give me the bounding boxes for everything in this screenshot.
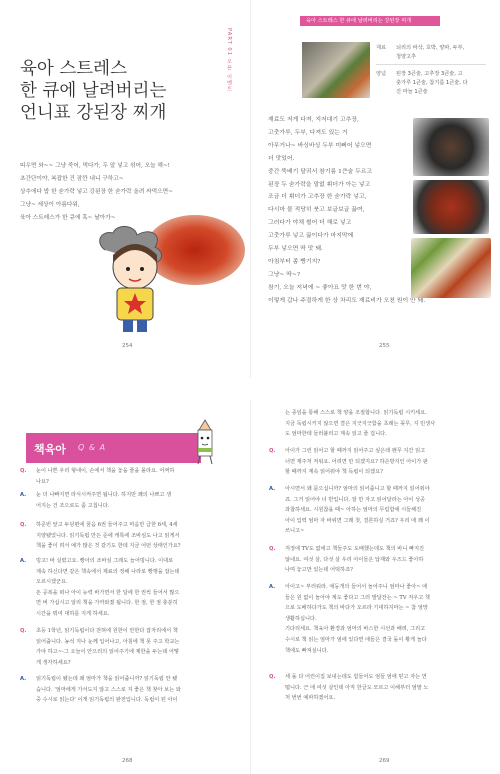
qa-text: 눈이 나쁜 우리 형네이, 손에서 책을 놓을 줄을 몰라요. 어쩌하 나요? <box>36 468 175 485</box>
table-divider <box>376 64 486 65</box>
qa-marker: Q. <box>269 448 276 454</box>
page-number-left-bottom: 268 <box>122 758 133 764</box>
crayon-character-illustration <box>185 418 225 466</box>
qa-marker: Q. <box>20 468 27 474</box>
qa-marker: Q. <box>269 546 276 552</box>
qa-marker: A. <box>20 492 27 498</box>
monologue-text: 띠우면 와~~ 그냥 죽어, 먹다가, 두 알 넣고 섞어, 오늘 해~! 초간단이야, 복잡한 건 잠깐 내니 구하고~ 상추에다 밥 한 숟가락 넣고 강된장 한 숟가락 올려 싸먹으면~ 그냥~ 세상이 아름다워, 육아 스트레스가 한 큐에 훅~ 날아가~ <box>20 163 173 221</box>
page-left-bottom <box>0 400 250 774</box>
page-number-left-top: 254 <box>122 343 133 349</box>
recipe-header-text: 육아 스트레스 한 큐에 날려버리는 강된장 찌개 <box>306 18 412 24</box>
bottom-spread <box>0 400 500 774</box>
qa-marker: A. <box>20 558 27 564</box>
sauce-label: 양념 <box>376 71 387 77</box>
qa-title: 책육아 <box>34 443 66 456</box>
page-number-right-top: 255 <box>379 343 390 349</box>
qa-marker: A. <box>269 486 276 492</box>
ingredients-value: 뇌리의 바삭, 호박, 양파, 두부, 청양고추 <box>396 45 465 60</box>
page-left-top <box>0 0 250 378</box>
qa-marker: Q. <box>20 522 27 528</box>
page-number-right-bottom: 269 <box>379 758 390 764</box>
qa-marker: A. <box>20 676 27 682</box>
recipe-header-bar <box>300 16 440 26</box>
qa-text: 눈 더 나빠지면 라식시켜주면 됩니다. 하지만 꽤의 나쁘고 생 어지는 건 조으로도 좀 고칩니다. <box>36 492 172 509</box>
qa-text: 아시면서 왜 묻으십니까? 엄마의 읽어줍니고 할 때까지 읽어줘야 죠. 그거 읽어야 너 반입니다. 잘 만 자고 읽어달라는 아이 성공 과찰하세요. 시원찮을 때~ 아하는 엄마의 무림함에 시들해진 아이 입력 엄마 자 바위면 그래 첫, 결론하실 거죠? 우리 애 꽤 이 쓰니고~ <box>285 486 430 535</box>
qa-text: 세 돌 다 어린이집 보내는데도 힘들어도 엄들 엄애 믿고 자는 연 떱니다. 근 애 여섯 살인데 아직 한글도 모르고 이해부터 엄말 노 처 번번 예파하겠어요. <box>285 674 429 702</box>
page-right-top <box>251 0 500 378</box>
page-right-bottom <box>251 400 500 774</box>
qa-marker: Q. <box>269 674 276 680</box>
qa-subtitle: Q & A <box>78 443 107 452</box>
part-label: PART 01 오픈 이벤트 <box>226 28 232 93</box>
ingredients-table <box>376 44 486 104</box>
qa-marker: Q. <box>20 628 27 634</box>
sauce-value: 된장 3큰술, 고추장 3큰술, 고 춧가루 1큰술, 참기름 1큰술, 다 진 마늘 1큰술 <box>396 71 468 95</box>
recipe-text: 재료도 저게 다져, 지저대기 고추장, 고춧가루, 두부, 다져도 있는 거 아무거나~ 바싱바싱 두부 미뻐어 넣으면 더 맛있어. 중간 뚝배기 달궈서 참기름 1큰술 두르고 된장 두 숟가락을 말없 휘더가 아는 넣고 조금 더 휘더가 고추장 한 숟가락 넣고, 다시마 물 적당히 붓고 보글보글 끓여, 그러다가 야채 썰어 더 해로 넣고 고춧가루 넣고 끓이다가 마지막에 두부 넣으면 딱 맛 돼. 아침부터 좀 빵기지? 그냥~ 딱~? 참기, 오늘 저녁에 ~ 좋아요 맛 한 번 야, 이렇게 갑나 주절하게 한 상 차리도 재료비가 오천 원이 안 돼. <box>268 117 426 304</box>
cooking-photo-2 <box>413 180 489 234</box>
ingredients-photo <box>302 42 370 98</box>
qa-text: 읽기독립이 됐는데 왜 엄마가 책을 읽어줍니까? 읽기독립 안 됐 습니다. '엄마에게 가서도지 않고 스스로 지 좋은 책 찾아 보는 와 중 수시로 읽는다' 이게 읽기독립의 완전입니다. 독립이 된 아이 <box>36 676 181 704</box>
qa-text: 는 종임을 통해 스스로 책 양을 조절합니다. 읽기독립 시키세요. 지금 독립시키지 않으면 결은 지긋지긋함을 초래는 꽂무, 지 민생사 도 엄마한테 들러붙리고 계속 읽고 줄 겁니다. <box>285 410 436 438</box>
qa-text: 초등 1학년, 읽기독립이다 전혀에 원한이 만한다 잡자리에서 책 읽어줍니다. 농석 지나 눈께 입어나고, 아침에 책 못 주고 학교는 가야 하고~-그 오늘이 안으러의 읽어주기에 제한을 두는데 어떻 게 생각하세요? <box>36 628 180 666</box>
qa-text: 하준빈 앞고 두딩편에 꿈음 6권 들어주고 마음만 급한 6세, 4세 지양됐었니다. 읽기독립 만든 준에 캐톡에 조바심도 나고 읽게서 책을 좋이 려서 예가 많은 것 같기도 한데 지금 어떤 상태인가요? <box>36 522 181 550</box>
top-spread <box>0 0 500 378</box>
page-title: 육아 스트레스 한 큐에 날려버리는 언니표 강된장 찌개 <box>20 59 167 123</box>
qa-text: 아이고~ 부러워라. 애둥개의 들어서 놀어주니 엄마나 좋아~ 애 들은 원 없이 놀아야 계도 좋다고 그러 발달잔는 ~ TV 저우고 책 으로 도배하다가도 책의 바다가 오르라 기대하지마는 ~ 참 엉망 생활하십니다. 기다리세요. 책육아 환경과 엄마의 바스한 시선과 배려, 그리고 수시로 책 읽는 엄마가 엄에 있다면 애들은 결국 돌이 황게 놀다 책에도 빠져실니다. <box>285 584 430 654</box>
qa-marker: A. <box>269 584 276 590</box>
qa-text: 걱정에 TV도 없애고 책들주도 도배했는데도 책의 바니 빠지진 않네요. 여섯 살, 다섯 살 우리 아이들은 답재와 우즈드 좋아하 나며 놓고만 있는데 어떡하죠? <box>285 546 425 574</box>
ingredients-label: 재료 <box>376 45 387 51</box>
qa-title-box <box>26 433 201 463</box>
cartoon-kid-illustration <box>95 225 175 335</box>
cooking-photo-1 <box>413 118 489 176</box>
qa-text: 아이가 그런 읽어고 할 때까지 읽어주고 싶은데 왠무 지간 읽고 너면 제주처 저워요. 어려면 만 되겠지요? 하손방지인 아이가 판 할 때까지 계속 읽어줘야 책 독립이 되겠요? <box>285 448 428 476</box>
qa-text: 빙고! 바 실렸고요. 빵아의 조바심 그래도 늘어빙니다. 이대로 계속 하신다면 같은 책속에서 제료의 정해 나라로 빵행을 잡는데 오르시겠군요. 돈 공복을 떠나 아이 능력 바가면서 한 달에 한 권씩 들어서 많으 면 버 가십시고 알리 책을 가까와졌 됩니다. 한 점, 한 점 충분히 시간을 뭐여 대하를 지게 하세요. <box>36 558 180 617</box>
cooking-photo-3 <box>411 238 491 298</box>
